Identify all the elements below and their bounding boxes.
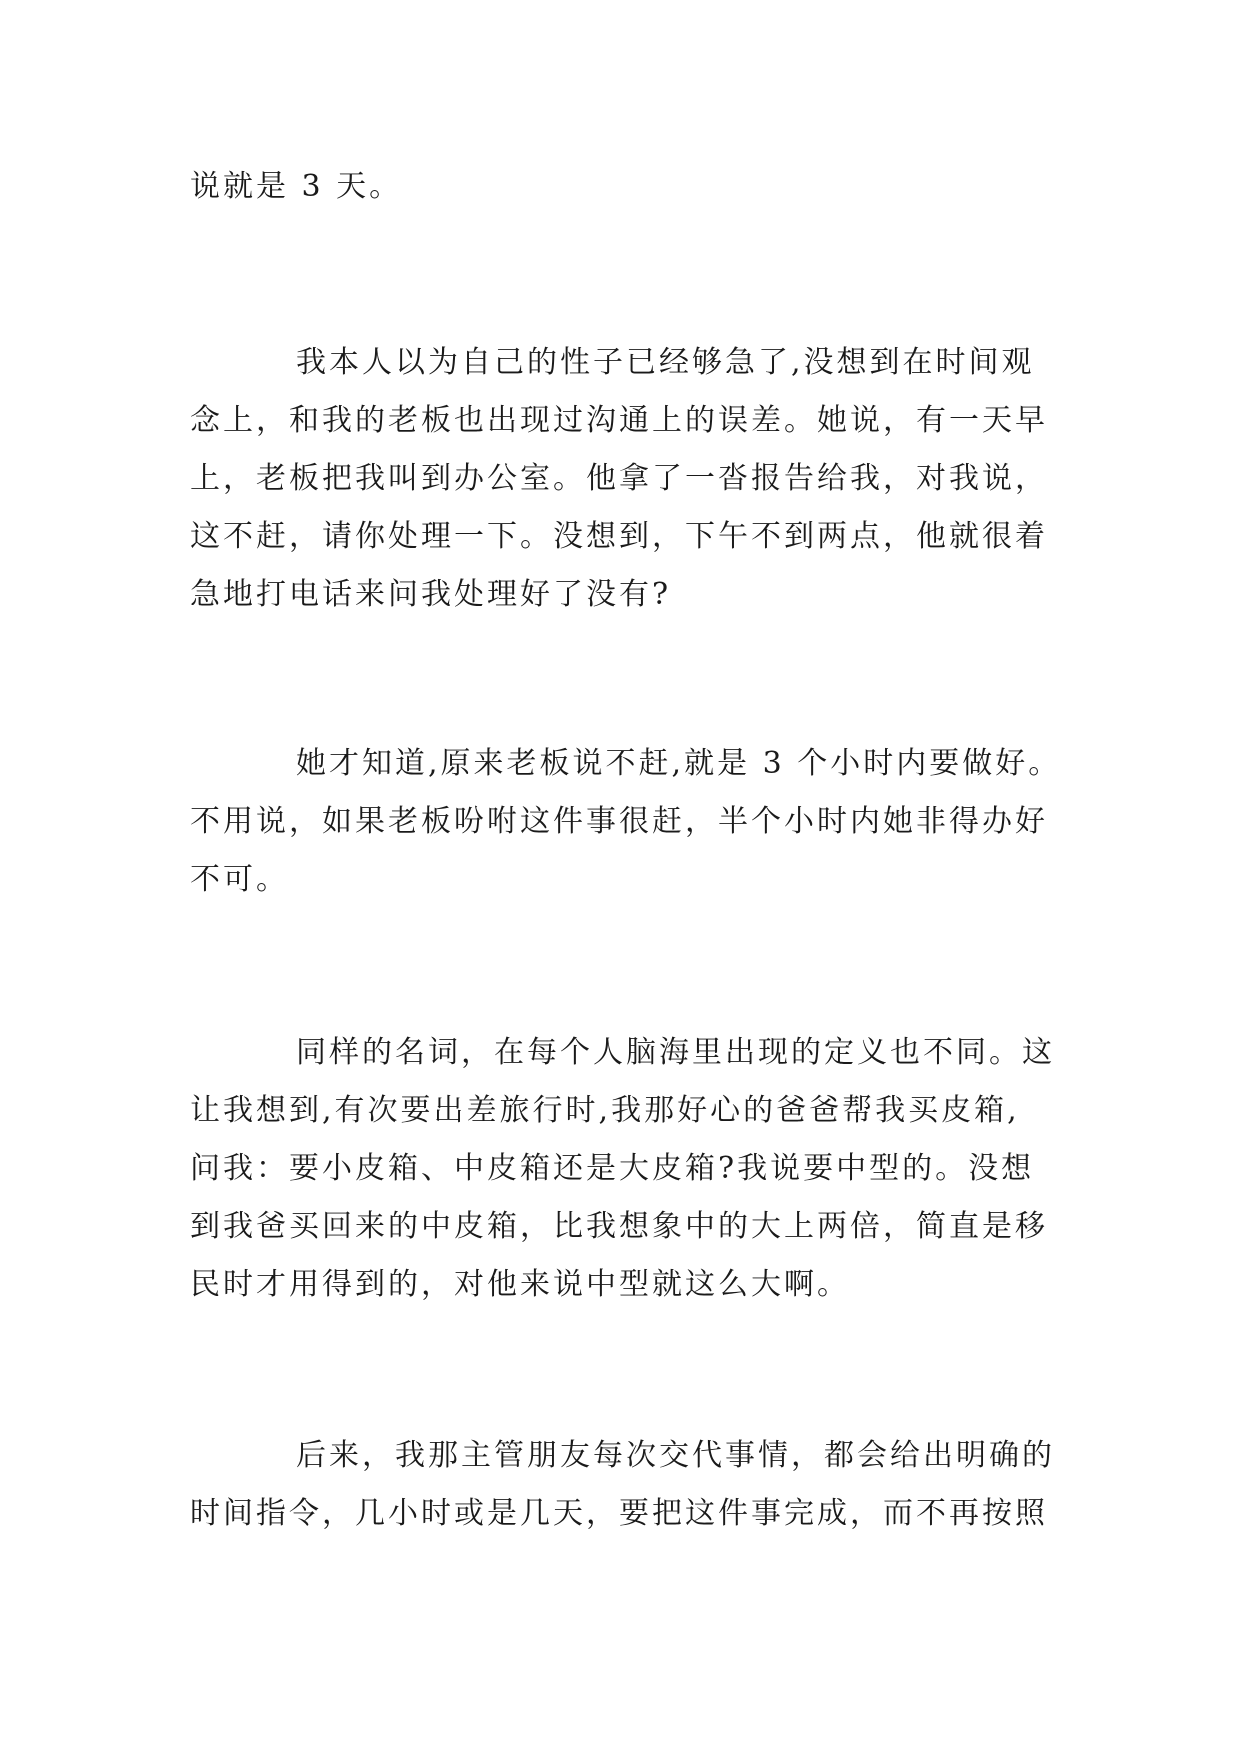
text-line: 时间指令，几小时或是几天，要把这件事完成，而不再按照 [190, 1496, 1048, 1531]
paragraph-1 [190, 158, 1050, 216]
text-line: 不可。 [190, 862, 289, 897]
paragraph-4 [190, 1024, 1055, 1314]
paragraph-2 [190, 334, 1050, 624]
text-line: 同样的名词，在每个人脑海里出现的定义也不同。这 [296, 1035, 1055, 1070]
text-line: 不用说，如果老板吩咐这件事很赶，半个小时内她非得办好 [190, 804, 1048, 839]
paragraph-3 [190, 735, 1062, 909]
text-line: 她才知道,原来老板说不赶,就是 3 个小时内要做好。 [296, 746, 1062, 781]
text-line: 到我爸买回来的中皮箱，比我想象中的大上两倍，简直是移 [190, 1209, 1048, 1244]
paragraph-5 [190, 1427, 1055, 1543]
text-line: 这不赶，请你处理一下。没想到，下午不到两点，他就很着 [190, 519, 1048, 554]
text-line: 我本人以为自己的性子已经够急了,没想到在时间观 [296, 345, 1035, 380]
text-line: 上，老板把我叫到办公室。他拿了一沓报告给我，对我说， [190, 461, 1048, 496]
text-line: 急地打电话来问我处理好了没有? [190, 577, 672, 612]
text-line: 问我：要小皮箱、中皮箱还是大皮箱?我说要中型的。没想 [190, 1151, 1035, 1186]
text-line: 后来，我那主管朋友每次交代事情，都会给出明确的 [296, 1438, 1055, 1473]
text-line: 让我想到,有次要出差旅行时,我那好心的爸爸帮我买皮箱, [190, 1093, 1020, 1128]
text-line: 说就是 3 天。 [190, 169, 403, 204]
text-line: 民时才用得到的，对他来说中型就这么大啊。 [190, 1267, 850, 1302]
text-line: 念上，和我的老板也出现过沟通上的误差。她说，有一天早 [190, 403, 1048, 438]
